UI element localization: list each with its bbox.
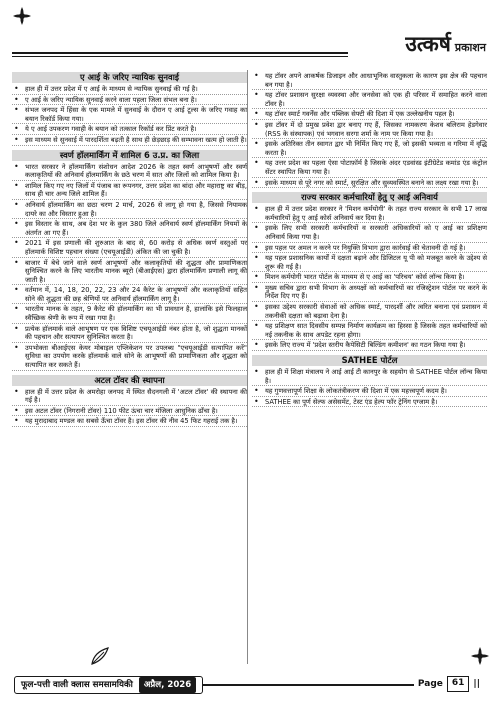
list-item: • ए आई के जरिए न्यायिक सुनवाई करने वाला पहला जिला संभल बना है। xyxy=(12,96,247,106)
list-item: • भारतीय मानक के तहत, 9 कैरेट की हॉलमार्किंग का भी प्रावधान है, हालांकि इसे फिलहाल स्वैच्छिक श्रेणी के रूप में रखा गया है। xyxy=(12,305,247,323)
list-item: • ये ए आई उपकरण गवाही के बयान को तत्काल रिकॉर्ड कर प्रिंट करते है। xyxy=(12,125,247,135)
right-column xyxy=(252,72,487,411)
bullet-list xyxy=(252,368,487,407)
list-item: • मिशन कर्मयोगी भारत पोर्टल के माध्यम से ए आई का 'परिचय' कोर्स लॉन्च किया है। xyxy=(252,273,487,283)
list-item: • SATHEE का पूर्ण सेल्फ असेसमेंट, टेस्ट एंड हेल्प फॉर ट्रेनिंग एग्जाम है। xyxy=(252,398,487,408)
footer-banner-title: फूल-पत्ती वाली क्लास समसामयिकी xyxy=(21,680,133,690)
list-item: • हाल ही में उत्तर प्रदेश के अमरोहा जनपद में स्थित सैदनगली में 'अटल टॉवर' की स्थापना की गई है। xyxy=(12,388,247,406)
list-item: • इसके माध्यम से पूरे नगर को स्मार्ट, सुरक्षित और सुव्यवस्थित बनाने का लक्ष्य रखा गया है। xyxy=(252,179,487,189)
list-item: • मुख्य सचिव द्वारा सभी विभाग के अध्यक्षों को कर्मचारियों का रजिस्ट्रेशन पोर्टल पर करने के निर्देश दिए गए हैं। xyxy=(252,284,487,302)
list-item: • भारत सरकार ने हॉलमार्किंग संशोधन आदेश 2026 के तहत स्वर्ण आभूषणों और स्वर्ण कलाकृतियों की अनिवार्य हॉलमार्किंग के छठे चरण में सात और जिलों को शामिल किया है। xyxy=(12,163,247,181)
list-item: • इस टॉवर में दो प्रमुख प्रवेश द्वार बनाए गए हैं, जिसका नामकरण केशव बलिराम हेडगेवार (RSS के संस्थापक) एवं भगवान सरगा शर्मा के नाम पर किया गया है। xyxy=(252,121,487,139)
list-item: • यह गुणवत्तापूर्ण शिक्षा के लोकतंत्रीकरण की दिशा में एक महत्त्वपूर्ण कदम है। xyxy=(252,387,487,397)
list-item: • हाल ही में शिक्षा मंत्रालय ने आई आई टी कानपुर के सहयोग से SATHEE पोर्टल लॉन्च किया है। xyxy=(252,368,487,386)
list-item: • इसके अतिरिक्त तीन स्वागत द्वार भी निर्मित किए गए हैं, जो इसकी भव्यता व गरिमा में वृद्धि करता है। xyxy=(252,140,487,158)
section-title: SATHEE पोर्टल xyxy=(252,355,487,366)
bullet-list xyxy=(12,163,247,371)
page-label: Page xyxy=(417,679,443,689)
list-item: • इसके लिए राज्य में 'प्रदेश स्तरीय कैपेसिटी बिल्डिंग कमीशन' का गठन किया गया है। xyxy=(252,341,487,351)
section-atal-tower-continued xyxy=(252,72,487,188)
footer-banner xyxy=(14,676,203,694)
list-item: • इस अटल टॉवर (निगरानी टॉवर) 110 फीट ऊंचा चार मंजिला आधुनिक ढाँचा है। xyxy=(12,407,247,417)
page-suffix: || xyxy=(473,679,480,689)
page-number-block xyxy=(414,676,484,692)
floral-ornament-icon xyxy=(470,646,490,666)
bullet-list xyxy=(252,205,487,351)
list-item: • बाजार में बेचे जाने वाले स्वर्ण आभूषणों और कलाकृतियों की शुद्धता और प्रामाणिकता सुनिश्चित करने के लिए भारतीय मानक ब्यूरो (बीआईएस) द्वारा हॉलमार्किंग प्रणाली लागू की जाती है। xyxy=(12,259,247,286)
footer-banner-month: अप्रैल, 2026 xyxy=(139,677,196,693)
left-column xyxy=(12,72,247,431)
section-title: ए आई के जरिए न्यायिक सुनवाई xyxy=(12,72,247,83)
list-item: • अनिवार्य हॉलमार्किंग का छठा चरण 2 मार्च, 2026 से लागू हो गया है, जिससे नियामक दायरे का और विस्तार हुआ है। xyxy=(12,201,247,219)
list-item: • संभल जनपद में हिंसा के एक मामले में सुनवाई के दौरान ए आई टूल्स के जरिए गवाह का बयान रिकॉर्ड किया गया। xyxy=(12,106,247,124)
list-item: • यह टॉवर प्रशासन सुरक्षा व्यवस्था और जनसेवा को एक ही परिसर में समाहित करने वाला टॉवर है। xyxy=(252,91,487,109)
list-item: • हाल ही में उत्तर प्रदेश सरकार ने 'मिशन कर्मयोगी' के तहत राज्य सरकार के सभी 17 लाख कर्मचारियों हेतु ए आई कोर्स अनिवार्य कर दिया है। xyxy=(252,205,487,223)
section-ai-mandatory-employees xyxy=(252,192,487,351)
bullet-list xyxy=(12,85,247,146)
list-item: • उपभोक्ता बीआईएस केयर मोबाइल एप्लिकेशन पर उपलब्ध "एचयूआईडी सत्यापित करें" सुविधा का उपयोग करके हॉलमार्क वाले सोने के आभूषणों की प्रामाणिकता और शुद्धता को सत्यापित कर सकते हैं। xyxy=(12,344,247,371)
list-item: • यह प्रशिक्षण सात दिवसीय सम्पन्न निर्माण कार्यक्रम का हिस्सा है जिसके तहत कर्मचारियों को नई तकनीक के साथ अपडेट रहना होगा। xyxy=(252,322,487,340)
list-item: • इसके लिए सभी सरकारी कर्मचारियों व सरकारी अधिकारियों को ए आई का प्रशिक्षण अनिवार्य किया गया है। xyxy=(252,224,487,242)
section-title: स्वर्ण हॉलमार्किंग में शामिल 6 उ.प्र. का जिला xyxy=(12,150,247,161)
bullet-list xyxy=(252,72,487,188)
list-item: • इस विस्तार के साथ, अब देश भर के कुल 380 जिले अनिवार्य स्वर्ण हॉलमार्किंग नियमों के अंतर्गत आ गए हैं। xyxy=(12,220,247,238)
section-title: राज्य सरकार कर्मचारियों हेतु ए आई अनिवार्य xyxy=(252,192,487,203)
list-item: • इस पहल पर अमल न करने पर नियुक्ति विभाग द्वारा कार्रवाई की चेतावनी दी गई है। xyxy=(252,244,487,254)
list-item: • प्रत्येक हॉलमार्क वाले आभूषण पर एक विशिष्ट एचयूआईडी नंबर होता है, जो शुद्धता मानकों की पहचान और सत्यापन सुनिश्चित करता है। xyxy=(12,325,247,343)
list-item: • यह पहल प्रशासनिक कार्यों में दक्षता बढ़ाने और डिजिटल यू पी को मजबूत करने के उद्देश्य से शुरू की गई है। xyxy=(252,254,487,272)
list-item: • शामिल किए गए नए जिलों में पंजाब का रूपनगर, उत्तर प्रदेश का बांदा और महाराष्ट्र का बीड़, साथ ही चार अन्य जिले शामिल हैं। xyxy=(12,182,247,200)
logo-sub-text: प्रकाशन xyxy=(454,41,486,54)
list-item: • 2021 में इस प्रणाली की शुरुआत के बाद से, 60 करोड़ से अधिक स्वर्ण वस्तुओं पर हॉलमार्क विशिष्ट पहचान संख्या (एचयूआईडी) अंकित की जा चुकी है। xyxy=(12,239,247,257)
floral-ornament-icon xyxy=(12,6,32,26)
column-divider xyxy=(247,70,248,664)
list-item: • यह मुरादाबाद मण्डल का सबसे ऊँचा टॉवर है। इस टॉवर की नीव 45 फिट गहराई तक है। xyxy=(12,417,247,427)
list-item: • यह उत्तर प्रदेश का पहला ऐसा पोटाफ़ॉर्म है जिसके अंदर एडवांस्ड इंटीग्रेटेड कमांड एंड कंट्रोल सेंटर स्थापित किया गया है। xyxy=(252,159,487,177)
list-item: • हाल ही में उत्तर प्रदेश में ए आई के माध्यम से न्यायिक सुनवाई की गई है। xyxy=(12,85,247,95)
page-number: 61 xyxy=(447,676,470,692)
section-title: अटल टॉवर की स्थापना xyxy=(12,375,247,386)
header-rule xyxy=(12,52,348,54)
leaf-ornament-icon xyxy=(90,646,110,666)
section-sathee-portal xyxy=(252,355,487,407)
publisher-logo xyxy=(405,30,486,58)
list-item: • यह टॉवर स्मार्ट गवर्नेंस और पब्लिक सेफ्टी की दिशा में एक उल्लेखनीय पहल है। xyxy=(252,110,487,120)
logo-main-text: उत्कर्ष xyxy=(405,31,451,56)
bullet-list xyxy=(12,388,247,427)
list-item: • वर्तमान में, 14, 18, 20, 22, 23 और 24 कैरेट के आभूषणों और कलाकृतियों सहित सोने की शुद्धता की छह श्रेणियों पर अनिवार्य हॉलमार्किंग लागू है। xyxy=(12,286,247,304)
section-ai-judicial-hearing xyxy=(12,72,247,146)
list-item: • यह टॉवर अपने आकर्षक डिजाइन और आधाभूनिक वास्तुकला के कारण इस क्षेत्र की पहचान बन गया है। xyxy=(252,72,487,90)
list-item: • इस माध्यम से सुनवाई में पारदर्शिता बढ़ती है साथ ही छेड़छाड़ की सम्भावना खत्म हो जाती है। xyxy=(12,136,247,146)
section-atal-tower xyxy=(12,375,247,427)
page-footer xyxy=(14,674,484,694)
header-rule-thin xyxy=(12,56,348,57)
list-item: • इसका उद्देश्य सरकारी सेवाओं को अधिक स्मार्ट, पारदर्शी और त्वरित बनाना एवं प्रशासन में तकनीकी दक्षता को बढ़ावा देना है। xyxy=(252,303,487,321)
section-gold-hallmarking xyxy=(12,150,247,371)
